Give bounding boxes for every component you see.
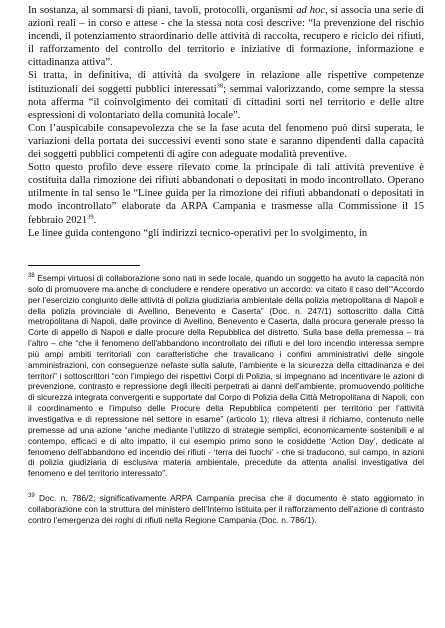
footnote-39-number: 39	[28, 493, 35, 500]
footnote-38: $^{38}$ Esempi virtuosi di collaborazione sono nati in sede locale, quando un soggetto ha avuto la capacità non solo di promuovere ma anche di concludere e rendere operativo un accordo: va citato il caso dell’“Accordo per l’esercizio congiunto delle attività di polizia giudiziaria ambientale della polizia metropolitana di Napoli e della polizia provinciale di Avellino, Benevento e Caserta” (Doc. n. 247/1) sottoscritto dalla Città metropolitana di Napoli, dalle province di Avellino, Benevento e Caserta, dalla procura generale presso la Corte di appello di Napoli e dalle procure della Repubblica del distretto. Sulla base della premessa – tra l’altro – che “che il fenomeno dell’abbandono incontrollato dei rifiuti e del loro incendio interessa sempre più ampi ambiti territoriali con caratteristiche che travalicano i confini amministrativi delle singole amministrazioni, con conseguenze nefaste sulla salute, l’ambiente e la sicurezza della cittadinanza e dei territori” i sottoscrittori “con l’impiego dei rispettivi Corpi di Polizia, si impegnano ad incentivare le azioni di prevenzione, contrasto e repressione degli illeciti perpetrati ai danni dell’ambiente, promuovendo politiche di sicurezza integrata convergenti e supportate dal Corpo di Polizia della Città Metropolitana di Napoli, con il coordinamento e l’impulso delle Procure della Repubblica competenti per territorio per l’attività investigativa e di repressione nel settore in esame” (articolo 1); rileva altresì il richiamo, contenuto nelle premesse ad una azione “anche mediante l’utilizzo di strategie semplici, economicamente sostenibili e al contempo, efficaci e di alto impatto, il cui esempio primo sono le cosiddette ‘Action Day’, dedicate al fenomeno dell’abbandono ed incendio dei rifiuti - ‘terra dei fuochi’ - che si traducono, sul campo, in azioni di polizia giudiziaria di esclusiva materia ambientale, precedute da attenta analisi investigativa del fenomeno e del territorio interessato”.	[28, 273, 424, 479]
paragraph-4: Sotto questo profilo deve essere rilevato come la principale di tali attività preventive è costituita dalla rimozione dei rifiuti abbandonati o depositati in modo incontrollato. Operano utilmente in tal senso le “Linee guida per la rimozione dei rifiuti abbandonati o depositati in modo incontrollato” elaborate da ARPA Campania e trasmesse alla Commissione il 15 febbraio 2021$^{39}$.	[28, 162, 424, 226]
footnote-ref-38[interactable]: 38	[216, 82, 224, 90]
footnote-38-number: 38	[28, 273, 35, 280]
ad-hoc-emphasis: ad hoc	[296, 5, 326, 16]
main-text	[28, 4, 424, 240]
footnote-ref-39[interactable]: 39	[87, 212, 94, 220]
footnote-39: $^{39}$ Doc. n. 786/2; significativamente ARPA Campania precisa che il documento è stato aggiornato in collaborazione con la struttura del ministero dell’Interno istituita per il rafforzamento dell’azione di contrasto contro l’emergenza dei roghi di rifiuti nella Regione Campania (Doc. n. 786/1).	[28, 493, 424, 525]
paragraph-5: Le linee guida contengono “gli indirizzi tecnico-operativi per lo svolgimento, in	[28, 227, 368, 239]
paragraph-1: In sostanza, al sommarsi di piani, tavoli, protocolli, organismi ad hoc, si associa una serie di azioni reali – in corso e attese - che la stessa nota così descrive: “la prevenzione del rischio incendi, il potenziamento straordinario delle attività di raccolta, recupero e riciclo dei rifiuti, il rafforzamento del controllo del territorio e iniziative di formazione, informazione e cittadinanza attiva”.	[28, 5, 424, 69]
paragraph-2: Si tratta, in definitiva, di attività da svolgere in relazione alle rispettive competenze istituzionali dei soggetti pubblici interessati$^{38}$; semmai valorizzando, come sempre la stessa nota afferma “il coinvolgimento dei comitati di cittadini sorti nel territorio e delle altre espressioni di volontariato della comunità locale”.	[28, 70, 424, 121]
footnote-separator	[28, 265, 140, 266]
paragraph-3: Con l’auspicabile consapevolezza che se la fase acuta del fenomeno può dirsi superata, le variazioni della portata dei successivi eventi sono state e saranno dipendenti dalla capacità dei soggetti pubblici competenti di agire con adeguate modalità preventive.	[28, 122, 424, 161]
footnotes	[28, 273, 424, 526]
